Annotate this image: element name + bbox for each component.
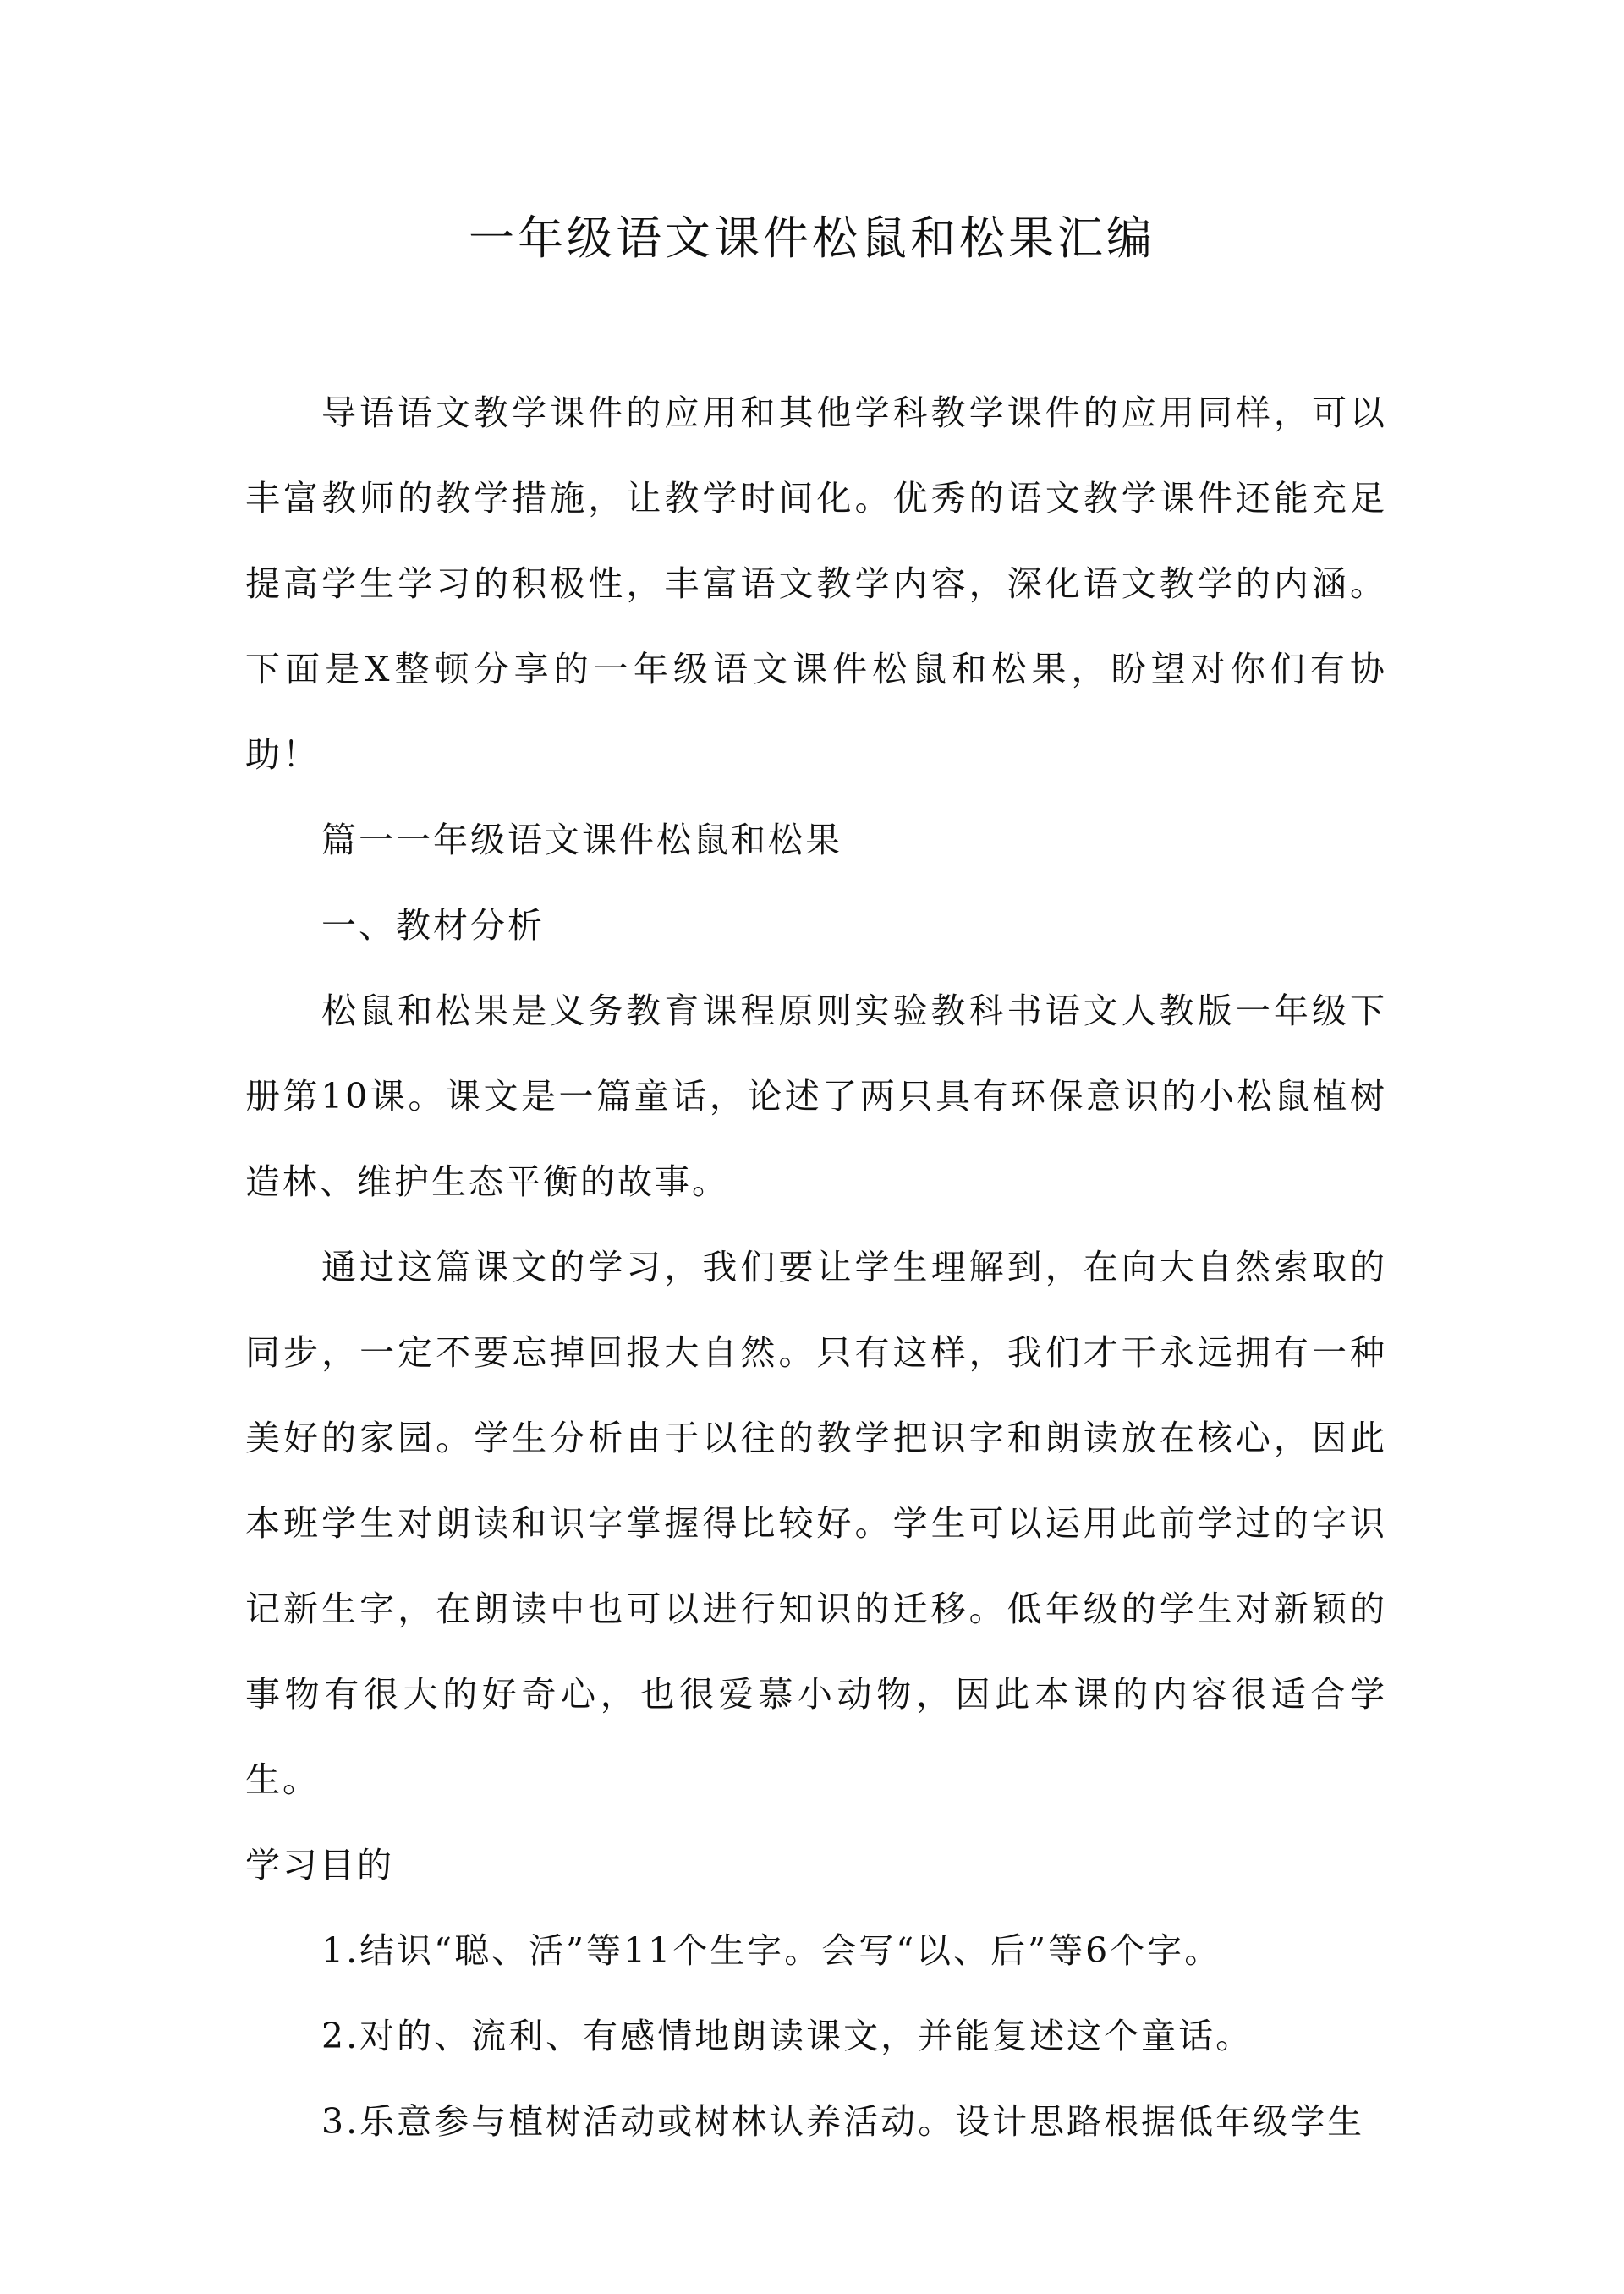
document-title: 一年级语文课件松鼠和松果汇编 [469, 211, 1155, 265]
paragraph-intro: 导语语文教学课件的应用和其他学科教学课件的应用同样，可以丰富教师的教学措施，让教学时间化。优秀的语文教学课件还能充足提高学生学习的积极性，丰富语文教学内容，深化语文教学的内涵。下面是X整顿分享的一年级语文课件松鼠和松果，盼望对你们有协助！ [245, 392, 1387, 775]
paragraph-learning-significance: 通过这篇课文的学习，我们要让学生理解到，在向大自然索取的同步，一定不要忘掉回报大自然。只有这样，我们才干永远拥有一种美好的家园。学生分析由于以往的教学把识字和朗读放在核心，因此本班学生对朗读和识字掌握得比较好。学生可以运用此前学过的字识记新生字，在朗读中也可以进行知识的迁移。低年级的学生对新颖的事物有很大的好奇心，也很爱慕小动物，因此本课的内容很适合学生。 [245, 1247, 1387, 1800]
paragraph-textbook-analysis: 松鼠和松果是义务教育课程原则实验教科书语文人教版一年级下册第10课。课文是一篇童话，论述了两只具有环保意识的小松鼠植树造林、维护生态平衡的故事。 [245, 991, 1387, 1202]
section-heading-learning-goals: 学习目的 [245, 1845, 394, 1885]
list-item-goal-3: 3.乐意参与植树活动或树林认养活动。设计思路根据低年级学生 [321, 2101, 1365, 2142]
document-body [245, 370, 1387, 2165]
section-heading-part-one: 篇一一年级语文课件松鼠和松果 [321, 820, 842, 860]
section-heading-textbook-analysis: 一、教材分析 [321, 905, 545, 946]
list-item-goal-2: 2.对的、流利、有感情地朗读课文，并能复述这个童话。 [321, 2016, 1254, 2056]
list-item-goal-1: 1.结识“聪、活”等11个生字。会写“以、后”等6个字。 [321, 1930, 1222, 1971]
